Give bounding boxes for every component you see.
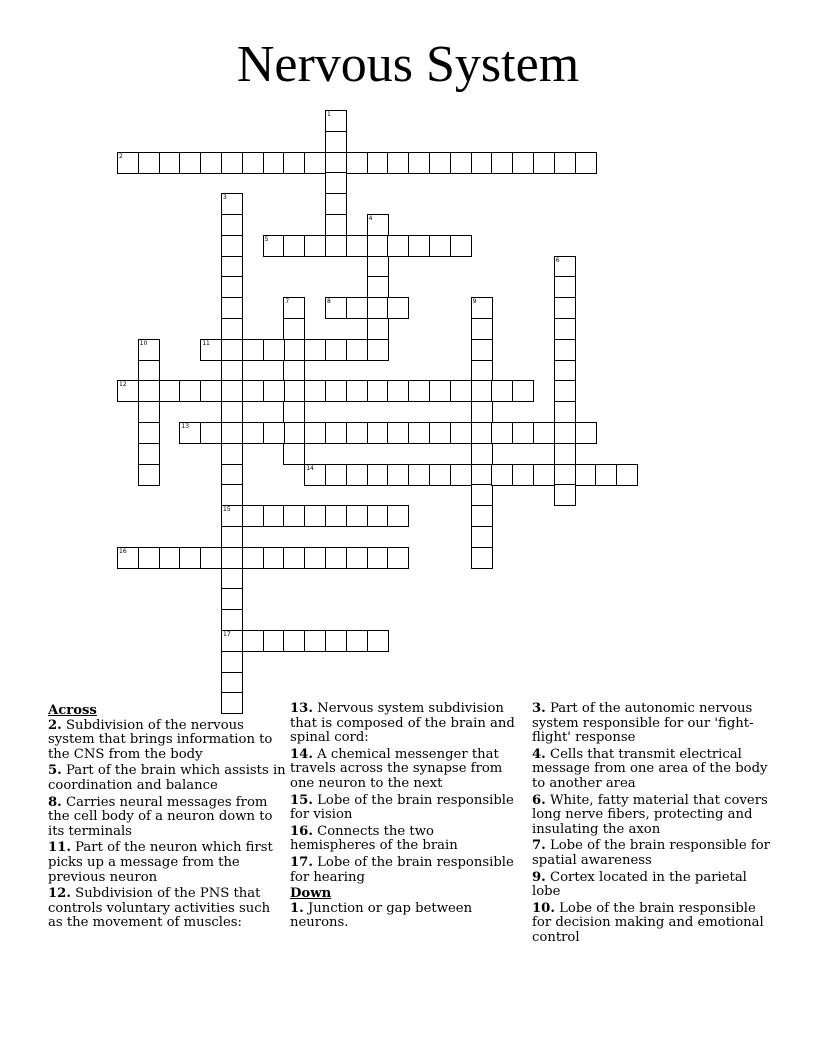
- crossword-cell[interactable]: [263, 505, 285, 527]
- crossword-cell[interactable]: [242, 422, 264, 444]
- crossword-cell[interactable]: [471, 526, 493, 548]
- crossword-cell[interactable]: [221, 152, 243, 174]
- crossword-cell[interactable]: [429, 422, 451, 444]
- crossword-cell[interactable]: [554, 339, 576, 361]
- crossword-cell[interactable]: [491, 380, 513, 402]
- crossword-cell[interactable]: [533, 464, 555, 486]
- crossword-cell[interactable]: [533, 152, 555, 174]
- crossword-cell[interactable]: [325, 422, 347, 444]
- crossword-cell[interactable]: [325, 297, 347, 319]
- crossword-cell[interactable]: [283, 152, 305, 174]
- crossword-cell[interactable]: [367, 422, 389, 444]
- crossword-cell[interactable]: [367, 214, 389, 236]
- clue-number: 11: [202, 339, 210, 347]
- crossword-cell[interactable]: [471, 422, 493, 444]
- crossword-cell[interactable]: [200, 339, 222, 361]
- clue-across-2: 2. Subdivision of the nervous system that brings information to the CNS from the body: [48, 717, 273, 762]
- crossword-cell[interactable]: [471, 380, 493, 402]
- clue-across-14: 14. A chemical messenger that travels across the synapse from one neuron to the next: [290, 746, 503, 791]
- crossword-cell[interactable]: [367, 630, 389, 652]
- crossword-cell[interactable]: [221, 588, 243, 610]
- crossword-cell[interactable]: [325, 505, 347, 527]
- crossword-cell[interactable]: [283, 297, 305, 319]
- crossword-cell[interactable]: [387, 547, 409, 569]
- crossword-cell[interactable]: [471, 443, 493, 465]
- crossword-cell[interactable]: [471, 464, 493, 486]
- crossword-cell[interactable]: [387, 464, 409, 486]
- clue-down-10: 10. Lobe of the brain responsible for decision making and emotional control: [532, 900, 764, 945]
- crossword-cell[interactable]: [159, 547, 181, 569]
- clue-number: 14: [306, 464, 314, 472]
- crossword-cell[interactable]: [616, 464, 638, 486]
- clues-column-3: [532, 702, 772, 948]
- crossword-cell[interactable]: [200, 422, 222, 444]
- clue-number: 6: [555, 256, 560, 264]
- crossword-cell[interactable]: [471, 505, 493, 527]
- crossword-cell[interactable]: [346, 547, 368, 569]
- crossword-cell[interactable]: [575, 422, 597, 444]
- crossword-cell[interactable]: [554, 422, 576, 444]
- crossword-cell[interactable]: [325, 131, 347, 153]
- crossword-cell[interactable]: [117, 547, 139, 569]
- crossword-cell[interactable]: [325, 380, 347, 402]
- crossword-cell[interactable]: [283, 360, 305, 382]
- crossword-cell[interactable]: [450, 380, 472, 402]
- crossword-cell[interactable]: [429, 380, 451, 402]
- crossword-cell[interactable]: [346, 297, 368, 319]
- crossword-cell[interactable]: [471, 152, 493, 174]
- crossword-cell[interactable]: [283, 505, 305, 527]
- crossword-cell[interactable]: [367, 339, 389, 361]
- crossword-cell[interactable]: [575, 152, 597, 174]
- crossword-cell[interactable]: [491, 464, 513, 486]
- crossword-cell[interactable]: [554, 484, 576, 506]
- clue-down-3: 3. Part of the autonomic nervous system responsible for our 'fight-flight' response: [532, 701, 754, 746]
- clue-number: 7: [285, 298, 290, 306]
- crossword-cell[interactable]: [221, 401, 243, 423]
- crossword-cell[interactable]: [450, 152, 472, 174]
- crossword-cell[interactable]: [429, 152, 451, 174]
- crossword-cell[interactable]: [471, 318, 493, 340]
- crossword-cell[interactable]: [387, 297, 409, 319]
- crossword-cell[interactable]: [304, 152, 326, 174]
- crossword-cell[interactable]: [346, 464, 368, 486]
- crossword-cell[interactable]: [471, 360, 493, 382]
- down-heading: Down: [290, 886, 332, 902]
- crossword-cell[interactable]: [367, 235, 389, 257]
- crossword-cell[interactable]: [138, 360, 160, 382]
- crossword-cell[interactable]: [367, 380, 389, 402]
- clue-number: 10: [139, 339, 148, 347]
- crossword-cell[interactable]: [221, 526, 243, 548]
- crossword-cell[interactable]: [408, 464, 430, 486]
- crossword-cell[interactable]: [408, 235, 430, 257]
- crossword-cell[interactable]: [554, 297, 576, 319]
- crossword-cell[interactable]: [304, 380, 326, 402]
- crossword-cell[interactable]: [179, 152, 201, 174]
- crossword-cell[interactable]: [554, 276, 576, 298]
- crossword-cell[interactable]: [304, 464, 326, 486]
- across-heading: Across: [48, 703, 97, 718]
- page-title: Nervous System: [236, 36, 580, 93]
- crossword-cell[interactable]: [367, 276, 389, 298]
- crossword-cell[interactable]: [408, 380, 430, 402]
- crossword-cell[interactable]: [450, 464, 472, 486]
- crossword-cell[interactable]: [221, 318, 243, 340]
- crossword-cell[interactable]: [304, 422, 326, 444]
- crossword-cell[interactable]: [242, 505, 264, 527]
- crossword-cell[interactable]: [387, 235, 409, 257]
- crossword-cell[interactable]: [325, 630, 347, 652]
- crossword-cell[interactable]: [221, 339, 243, 361]
- clues-column-2: [290, 702, 522, 933]
- crossword-cell[interactable]: [200, 380, 222, 402]
- crossword-cell[interactable]: [179, 547, 201, 569]
- crossword-cell[interactable]: [179, 422, 201, 444]
- crossword-cell[interactable]: [283, 339, 305, 361]
- crossword-cell[interactable]: [533, 422, 555, 444]
- crossword-cell[interactable]: [367, 256, 389, 278]
- crossword-cell[interactable]: [325, 193, 347, 215]
- crossword-cell[interactable]: [221, 380, 243, 402]
- crossword-cell[interactable]: [367, 464, 389, 486]
- crossword-cell[interactable]: [221, 651, 243, 673]
- crossword-cell[interactable]: [263, 339, 285, 361]
- crossword-cell[interactable]: [221, 443, 243, 465]
- crossword-cell[interactable]: [263, 630, 285, 652]
- crossword-cell[interactable]: [242, 339, 264, 361]
- crossword-cell[interactable]: [221, 276, 243, 298]
- crossword-cell[interactable]: [408, 152, 430, 174]
- crossword-cell[interactable]: [450, 422, 472, 444]
- clue-number: 3: [223, 194, 227, 202]
- crossword-cell[interactable]: [179, 380, 201, 402]
- clue-across-13: 13. Nervous system subdivision that is composed of the brain and spinal cord:: [290, 701, 515, 746]
- crossword-cell[interactable]: [554, 401, 576, 423]
- crossword-cell[interactable]: [263, 422, 285, 444]
- crossword-cell[interactable]: [263, 547, 285, 569]
- crossword-cell[interactable]: [283, 443, 305, 465]
- crossword-cell[interactable]: [138, 152, 160, 174]
- crossword-cell[interactable]: [408, 422, 430, 444]
- crossword-cell[interactable]: [221, 547, 243, 569]
- crossword-cell[interactable]: [304, 505, 326, 527]
- crossword-cell[interactable]: [491, 152, 513, 174]
- clue-number: 17: [223, 631, 231, 638]
- crossword-cell[interactable]: [387, 422, 409, 444]
- crossword-cell[interactable]: [325, 547, 347, 569]
- crossword-cell[interactable]: [346, 422, 368, 444]
- crossword-cell[interactable]: [387, 380, 409, 402]
- crossword-cell[interactable]: [221, 214, 243, 236]
- crossword-cell[interactable]: [221, 630, 243, 652]
- crossword-cell[interactable]: [554, 256, 576, 278]
- crossword-cell[interactable]: [221, 672, 243, 694]
- clue-down-9: 9. Cortex located in the parietal lobe: [532, 869, 747, 900]
- crossword-cell[interactable]: [325, 110, 347, 132]
- crossword-cell[interactable]: [304, 630, 326, 652]
- crossword-cell[interactable]: [367, 547, 389, 569]
- crossword-cell[interactable]: [512, 380, 534, 402]
- crossword-cell[interactable]: [491, 422, 513, 444]
- crossword-cell[interactable]: [221, 464, 243, 486]
- crossword-cell[interactable]: [367, 152, 389, 174]
- clue-across-15: 15. Lobe of the brain responsible for vision: [290, 792, 514, 823]
- crossword-cell[interactable]: [117, 152, 139, 174]
- crossword-cell[interactable]: [346, 380, 368, 402]
- crossword-cell[interactable]: [346, 152, 368, 174]
- crossword-cell[interactable]: [283, 422, 305, 444]
- clue-number: 5: [264, 235, 269, 243]
- crossword-cell[interactable]: [387, 505, 409, 527]
- crossword-cell[interactable]: [221, 256, 243, 278]
- clue-number: 16: [119, 547, 127, 555]
- crossword-cell[interactable]: [221, 193, 243, 215]
- crossword-cell[interactable]: [283, 318, 305, 340]
- crossword-cell[interactable]: [221, 235, 243, 257]
- crossword-cell[interactable]: [512, 464, 534, 486]
- clue-number: 12: [119, 381, 127, 389]
- clue-across-17: 17. Lobe of the brain responsible for hearing: [290, 854, 514, 885]
- crossword-cell[interactable]: [221, 297, 243, 319]
- crossword-cell[interactable]: [429, 235, 451, 257]
- crossword-cell[interactable]: [221, 484, 243, 506]
- crossword-cell[interactable]: [221, 609, 243, 631]
- crossword-cell[interactable]: [554, 380, 576, 402]
- crossword-cell[interactable]: [138, 401, 160, 423]
- crossword-cell[interactable]: [304, 339, 326, 361]
- crossword-cell[interactable]: [554, 152, 576, 174]
- crossword-cell[interactable]: [554, 360, 576, 382]
- crossword-cell[interactable]: [159, 152, 181, 174]
- crossword-cell[interactable]: [283, 235, 305, 257]
- crossword-cell[interactable]: [367, 505, 389, 527]
- crossword-cell[interactable]: [263, 235, 285, 257]
- crossword-cell[interactable]: [325, 152, 347, 174]
- clue-down-7: 7. Lobe of the brain responsible for spatial awareness: [532, 838, 770, 868]
- crossword-cell[interactable]: [575, 464, 597, 486]
- crossword-cell[interactable]: [221, 360, 243, 382]
- crossword-cell[interactable]: [242, 630, 264, 652]
- clue-number: 8: [327, 298, 331, 306]
- crossword-cell[interactable]: [221, 505, 243, 527]
- crossword-cell[interactable]: [138, 464, 160, 486]
- crossword-cell[interactable]: [138, 443, 160, 465]
- crossword-cell[interactable]: [471, 297, 493, 319]
- crossword-cell[interactable]: [283, 630, 305, 652]
- crossword-cell[interactable]: [242, 380, 264, 402]
- crossword-cell[interactable]: [325, 464, 347, 486]
- clue-across-5: 5. Part of the brain which assists in coordination and balance: [48, 763, 286, 793]
- crossword-cell[interactable]: [200, 152, 222, 174]
- crossword-cell[interactable]: [263, 152, 285, 174]
- clue-number: 15: [223, 506, 231, 514]
- crossword-cell[interactable]: [471, 339, 493, 361]
- crossword-cell[interactable]: [138, 547, 160, 569]
- crossword-cell[interactable]: [471, 401, 493, 423]
- crossword-cell[interactable]: [346, 235, 368, 257]
- crossword-cell[interactable]: [346, 630, 368, 652]
- clue-number: 1: [327, 111, 331, 118]
- crossword-cell[interactable]: [471, 484, 493, 506]
- crossword-cell[interactable]: [367, 318, 389, 340]
- clue-across-8: 8. Carries neural messages from the cell body of a neuron down to its terminals: [48, 794, 273, 839]
- crossword-cell[interactable]: [554, 318, 576, 340]
- crossword-cell[interactable]: [325, 172, 347, 194]
- crossword-cell[interactable]: [138, 380, 160, 402]
- clue-down-6: 6. White, fatty material that covers long nerve fibers, protecting and insulating the axon: [532, 792, 768, 837]
- crossword-cell[interactable]: [200, 547, 222, 569]
- clues-column-1: [48, 702, 288, 933]
- clue-down-1: 1. Junction or gap between neurons.: [290, 900, 473, 931]
- crossword-cell[interactable]: [387, 152, 409, 174]
- crossword-cell[interactable]: [595, 464, 617, 486]
- crossword-cell[interactable]: [429, 464, 451, 486]
- crossword-cell[interactable]: [242, 152, 264, 174]
- crossword-cell[interactable]: [325, 235, 347, 257]
- clue-across-12: 12. Subdivision of the PNS that controls voluntary activities such as the movement of muscles:: [48, 886, 271, 931]
- crossword-cell[interactable]: [325, 339, 347, 361]
- crossword-cell[interactable]: [367, 297, 389, 319]
- crossword-cell[interactable]: [283, 401, 305, 423]
- clue-number: 13: [181, 423, 190, 430]
- crossword-cell[interactable]: [471, 547, 493, 569]
- crossword-cell[interactable]: [242, 547, 264, 569]
- crossword-cell[interactable]: [346, 505, 368, 527]
- crossword-cell[interactable]: [512, 152, 534, 174]
- clue-down-4: 4. Cells that transmit electrical message from one area of the body to another area: [532, 746, 768, 791]
- crossword-cell[interactable]: [304, 235, 326, 257]
- crossword-cell[interactable]: [304, 547, 326, 569]
- crossword-cell[interactable]: [450, 235, 472, 257]
- clue-number: 4: [368, 215, 373, 222]
- crossword-cell[interactable]: [554, 443, 576, 465]
- crossword-cell[interactable]: [159, 380, 181, 402]
- crossword-cell[interactable]: [283, 547, 305, 569]
- crossword-cell[interactable]: [512, 422, 534, 444]
- crossword-cell[interactable]: [117, 380, 139, 402]
- crossword-cell[interactable]: [138, 422, 160, 444]
- clue-across-11: 11. Part of the neuron which first picks up a message from the previous neuron: [48, 840, 273, 885]
- clue-across-16: 16. Connects the two hemispheres of the brain: [290, 823, 458, 854]
- crossword-cell[interactable]: [283, 380, 305, 402]
- clue-number: 9: [472, 298, 477, 306]
- crossword-cell[interactable]: [554, 464, 576, 486]
- crossword-cell[interactable]: [221, 422, 243, 444]
- crossword-cell[interactable]: [138, 339, 160, 361]
- crossword-cell[interactable]: [263, 380, 285, 402]
- crossword-cell[interactable]: [346, 339, 368, 361]
- crossword-cell[interactable]: [325, 214, 347, 236]
- clue-number: 2: [119, 152, 123, 160]
- crossword-cell[interactable]: [221, 568, 243, 590]
